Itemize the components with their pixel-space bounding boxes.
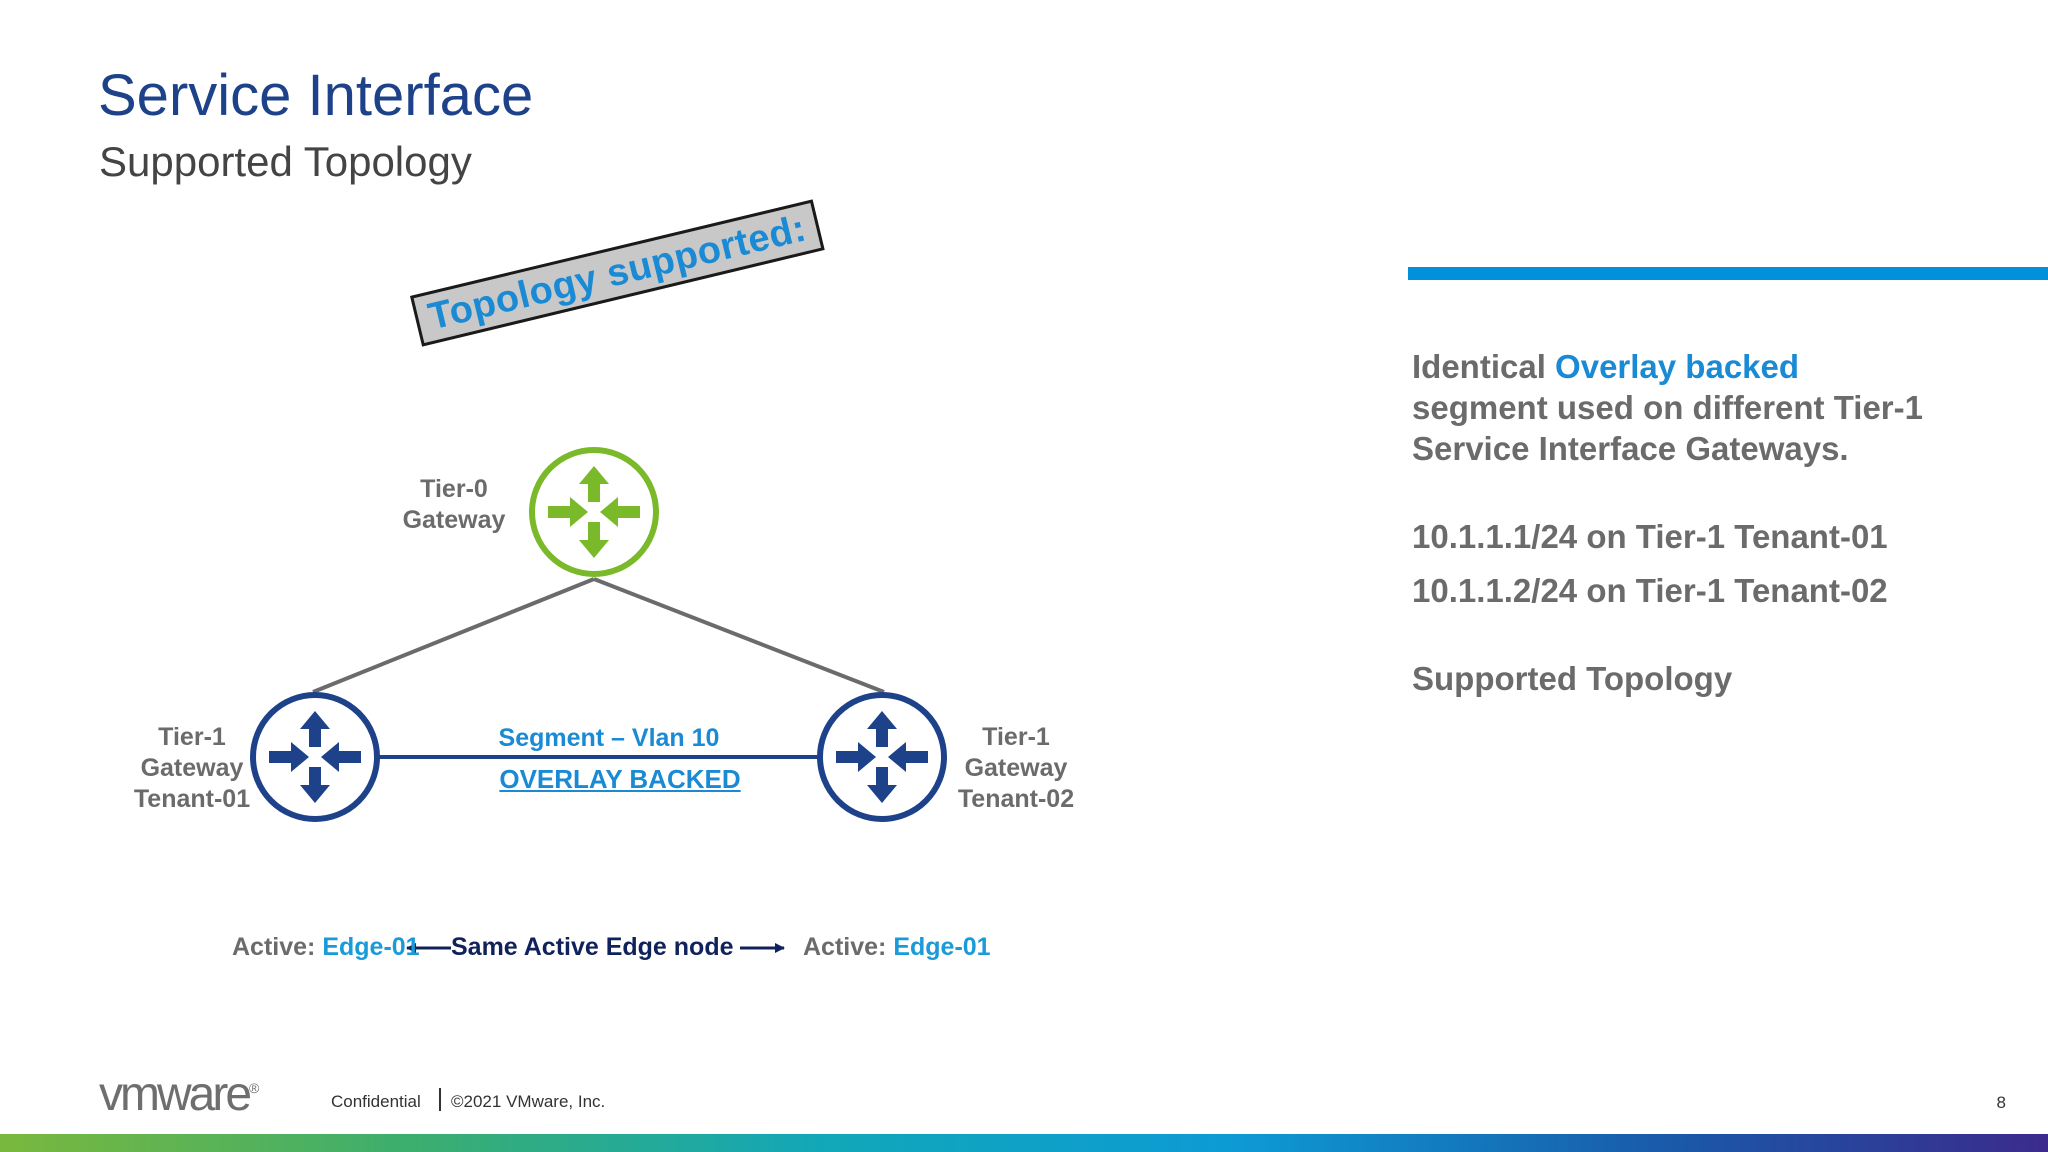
- uplink-left: [313, 579, 594, 692]
- edge-left: [232, 933, 420, 962]
- tier1-left-label: [122, 722, 262, 815]
- tier0-label-line2: Gateway: [402, 506, 506, 534]
- brand-gradient-bar: [0, 1134, 2048, 1152]
- page-subtitle: Supported Topology: [99, 138, 472, 185]
- notes-p1-part2: segment used on different Tier-1 Service Interface Gateways.: [1412, 389, 1923, 467]
- edge-left-name: Edge-01: [322, 933, 420, 961]
- page-number: 8: [1996, 1093, 2006, 1112]
- tier1-left-router: [253, 695, 377, 819]
- segment-name: Segment – Vlan 10: [498, 724, 720, 752]
- confidential-label: Confidential: [331, 1092, 421, 1111]
- notes-panel: [1412, 346, 2012, 699]
- notes-p1-highlight: Overlay backed: [1555, 348, 1800, 385]
- notes-ip1: 10.1.1.1/24 on Tier-1 Tenant-01: [1412, 518, 1888, 555]
- notes-paragraph: [1412, 346, 2012, 469]
- edge-right-prefix: Active:: [803, 933, 887, 961]
- tier1-right-router: [820, 695, 944, 819]
- tier0-label: [394, 474, 514, 536]
- tier1-right-label: [946, 722, 1086, 815]
- page-title: Service Interface: [98, 63, 534, 128]
- uplink-right: [594, 579, 884, 692]
- tier1-right-label-line3: Tenant-02: [957, 785, 1075, 813]
- notes-p1-part1: Identical: [1412, 348, 1556, 385]
- notes-ip2: 10.1.1.2/24 on Tier-1 Tenant-02: [1412, 572, 1888, 609]
- edge-right-name: Edge-01: [893, 933, 991, 961]
- same-edge-label: Same Active Edge node: [451, 933, 734, 961]
- tier0-label-line1: Tier-0: [420, 475, 488, 503]
- notes-conclusion: Supported Topology: [1412, 660, 1733, 697]
- tier1-right-label-line2: Gateway: [964, 754, 1068, 782]
- vmware-logo-mark: ®: [249, 1080, 260, 1096]
- tier1-left-label-line3: Tenant-01: [133, 785, 251, 813]
- tier0-router: [532, 450, 656, 574]
- segment-type: OVERLAY BACKED: [499, 764, 741, 794]
- vmware-logo: [99, 1067, 259, 1122]
- vmware-logo-text: vmware: [99, 1068, 250, 1121]
- stamp-text: Topology supported:: [424, 207, 811, 339]
- tier1-left-label-line1: Tier-1: [158, 723, 226, 751]
- footer-divider: [439, 1088, 441, 1111]
- copyright-label: ©2021 VMware, Inc.: [451, 1092, 606, 1111]
- edge-right: [803, 933, 991, 962]
- edge-left-prefix: Active:: [232, 933, 316, 961]
- tier1-left-label-line2: Gateway: [140, 754, 244, 782]
- tier1-right-label-line1: Tier-1: [982, 723, 1050, 751]
